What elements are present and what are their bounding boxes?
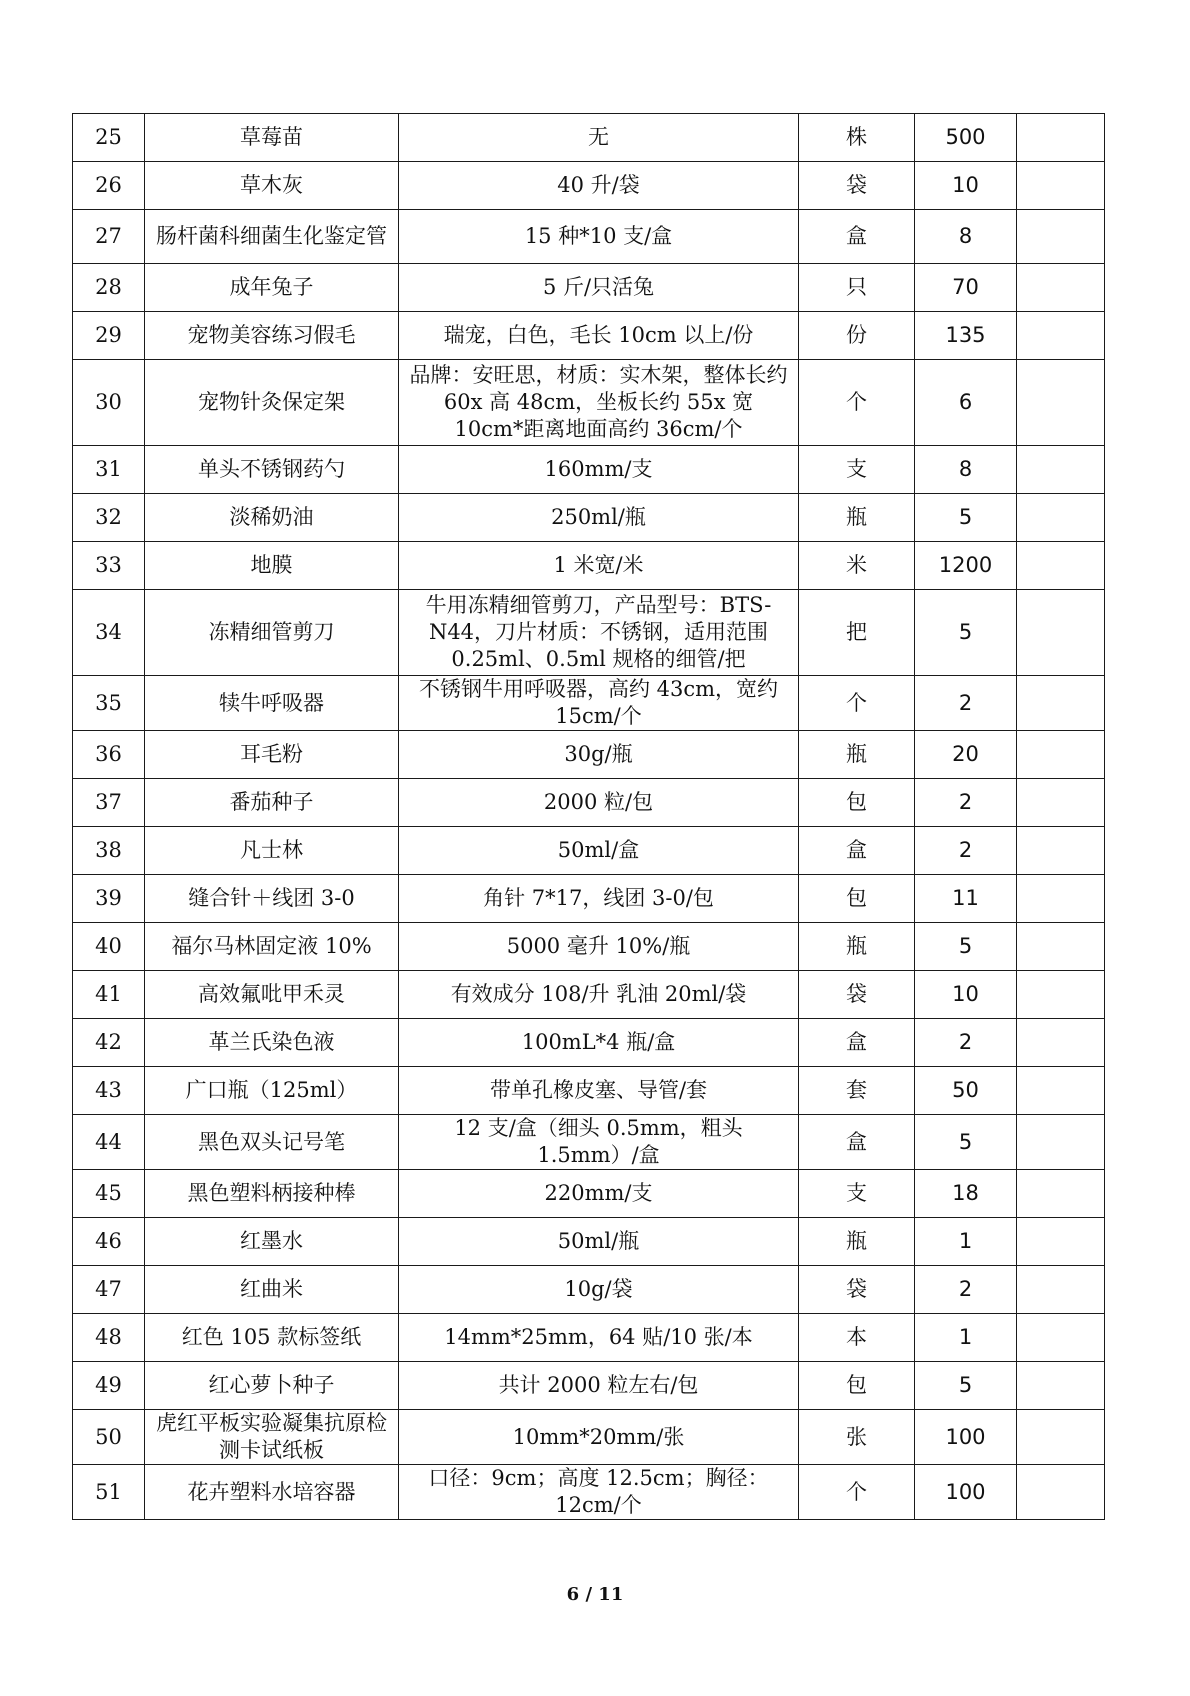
item-name: 福尔马林固定液 10% — [145, 923, 399, 971]
item-quantity: 1200 — [915, 542, 1017, 590]
item-name: 宠物针灸保定架 — [145, 360, 399, 446]
item-remark — [1017, 923, 1105, 971]
item-number: 27 — [73, 210, 145, 264]
item-number: 41 — [73, 971, 145, 1019]
item-remark — [1017, 1170, 1105, 1218]
item-name: 冻精细管剪刀 — [145, 590, 399, 676]
item-quantity: 5 — [915, 1362, 1017, 1410]
item-quantity: 5 — [915, 494, 1017, 542]
item-spec: 角针 7*17，线团 3-0/包 — [399, 875, 799, 923]
item-spec: 50ml/瓶 — [399, 1218, 799, 1266]
item-quantity: 100 — [915, 1410, 1017, 1465]
table-row — [73, 1314, 1105, 1362]
item-spec: 2000 粒/包 — [399, 779, 799, 827]
item-remark — [1017, 360, 1105, 446]
table-row — [73, 1019, 1105, 1067]
item-quantity: 135 — [915, 312, 1017, 360]
item-unit: 盒 — [799, 1019, 915, 1067]
item-quantity: 8 — [915, 210, 1017, 264]
item-spec: 不锈钢牛用呼吸器，高约 43cm，宽约 15cm/个 — [399, 676, 799, 731]
item-number: 25 — [73, 114, 145, 162]
item-remark — [1017, 494, 1105, 542]
item-remark — [1017, 114, 1105, 162]
table-row — [73, 923, 1105, 971]
table-row — [73, 1410, 1105, 1465]
item-number: 50 — [73, 1410, 145, 1465]
table-row — [73, 446, 1105, 494]
table-row — [73, 590, 1105, 676]
item-spec: 5000 毫升 10%/瓶 — [399, 923, 799, 971]
item-number: 46 — [73, 1218, 145, 1266]
table-row — [73, 542, 1105, 590]
item-unit: 只 — [799, 264, 915, 312]
item-spec: 牛用冻精细管剪刀，产品型号：BTS-N44，刀片材质：不锈钢，适用范围 0.25ml、0.5ml 规格的细管/把 — [399, 590, 799, 676]
item-remark — [1017, 779, 1105, 827]
item-remark — [1017, 731, 1105, 779]
item-spec: 1 米宽/米 — [399, 542, 799, 590]
item-name: 红墨水 — [145, 1218, 399, 1266]
item-quantity: 50 — [915, 1067, 1017, 1115]
item-number: 48 — [73, 1314, 145, 1362]
item-number: 28 — [73, 264, 145, 312]
item-spec: 14mm*25mm，64 贴/10 张/本 — [399, 1314, 799, 1362]
item-quantity: 10 — [915, 971, 1017, 1019]
table-row — [73, 676, 1105, 731]
item-unit: 支 — [799, 1170, 915, 1218]
item-number: 30 — [73, 360, 145, 446]
item-quantity: 18 — [915, 1170, 1017, 1218]
item-name: 草木灰 — [145, 162, 399, 210]
item-quantity: 2 — [915, 827, 1017, 875]
item-name: 草莓苗 — [145, 114, 399, 162]
item-unit: 瓶 — [799, 731, 915, 779]
item-number: 31 — [73, 446, 145, 494]
item-name: 成年兔子 — [145, 264, 399, 312]
item-number: 42 — [73, 1019, 145, 1067]
item-name: 耳毛粉 — [145, 731, 399, 779]
item-name: 缝合针＋线团 3-0 — [145, 875, 399, 923]
table-row — [73, 875, 1105, 923]
item-number: 36 — [73, 731, 145, 779]
item-remark — [1017, 827, 1105, 875]
item-spec: 50ml/盒 — [399, 827, 799, 875]
item-remark — [1017, 542, 1105, 590]
item-remark — [1017, 1266, 1105, 1314]
item-name: 黑色双头记号笔 — [145, 1115, 399, 1170]
item-unit: 株 — [799, 114, 915, 162]
item-name: 凡士林 — [145, 827, 399, 875]
item-name: 犊牛呼吸器 — [145, 676, 399, 731]
item-unit: 个 — [799, 360, 915, 446]
item-spec: 5 斤/只活兔 — [399, 264, 799, 312]
items-table — [72, 113, 1105, 1520]
item-quantity: 5 — [915, 923, 1017, 971]
item-quantity: 5 — [915, 1115, 1017, 1170]
item-unit: 个 — [799, 676, 915, 731]
item-remark — [1017, 1115, 1105, 1170]
item-remark — [1017, 1067, 1105, 1115]
item-remark — [1017, 875, 1105, 923]
item-remark — [1017, 971, 1105, 1019]
item-unit: 瓶 — [799, 494, 915, 542]
item-unit: 本 — [799, 1314, 915, 1362]
item-unit: 瓶 — [799, 1218, 915, 1266]
item-name: 广口瓶（125ml） — [145, 1067, 399, 1115]
item-name: 肠杆菌科细菌生化鉴定管 — [145, 210, 399, 264]
item-name: 虎红平板实验凝集抗原检测卡试纸板 — [145, 1410, 399, 1465]
table-row — [73, 1115, 1105, 1170]
item-number: 37 — [73, 779, 145, 827]
item-number: 29 — [73, 312, 145, 360]
item-spec: 15 种*10 支/盒 — [399, 210, 799, 264]
item-name: 高效氟吡甲禾灵 — [145, 971, 399, 1019]
item-unit: 米 — [799, 542, 915, 590]
item-quantity: 1 — [915, 1218, 1017, 1266]
item-remark — [1017, 1362, 1105, 1410]
item-number: 32 — [73, 494, 145, 542]
item-unit: 袋 — [799, 1266, 915, 1314]
table-row — [73, 1067, 1105, 1115]
item-name: 革兰氏染色液 — [145, 1019, 399, 1067]
item-spec: 160mm/支 — [399, 446, 799, 494]
item-quantity: 11 — [915, 875, 1017, 923]
item-quantity: 5 — [915, 590, 1017, 676]
item-quantity: 2 — [915, 1266, 1017, 1314]
item-spec: 100mL*4 瓶/盒 — [399, 1019, 799, 1067]
table-row — [73, 312, 1105, 360]
item-spec: 220mm/支 — [399, 1170, 799, 1218]
item-name: 番茄种子 — [145, 779, 399, 827]
item-spec: 250ml/瓶 — [399, 494, 799, 542]
item-remark — [1017, 1314, 1105, 1362]
item-quantity: 2 — [915, 779, 1017, 827]
item-name: 单头不锈钢药勺 — [145, 446, 399, 494]
item-unit: 支 — [799, 446, 915, 494]
item-unit: 套 — [799, 1067, 915, 1115]
item-quantity: 8 — [915, 446, 1017, 494]
item-number: 39 — [73, 875, 145, 923]
item-quantity: 2 — [915, 676, 1017, 731]
item-quantity: 10 — [915, 162, 1017, 210]
item-remark — [1017, 312, 1105, 360]
item-unit: 把 — [799, 590, 915, 676]
item-spec: 品牌：安旺思，材质：实木架，整体长约 60x 高 48cm，坐板长约 55x 宽 10cm*距离地面高约 36cm/个 — [399, 360, 799, 446]
item-number: 43 — [73, 1067, 145, 1115]
table-row — [73, 1465, 1105, 1520]
item-unit: 包 — [799, 1362, 915, 1410]
page-number: 6 / 11 — [566, 1584, 624, 1605]
item-quantity: 70 — [915, 264, 1017, 312]
table-row — [73, 731, 1105, 779]
item-name: 花卉塑料水培容器 — [145, 1465, 399, 1520]
item-unit: 盒 — [799, 210, 915, 264]
table-row — [73, 114, 1105, 162]
item-remark — [1017, 446, 1105, 494]
item-name: 红色 105 款标签纸 — [145, 1314, 399, 1362]
item-number: 38 — [73, 827, 145, 875]
item-remark — [1017, 1465, 1105, 1520]
item-number: 35 — [73, 676, 145, 731]
item-spec: 10g/袋 — [399, 1266, 799, 1314]
item-number: 51 — [73, 1465, 145, 1520]
item-name: 红心萝卜种子 — [145, 1362, 399, 1410]
item-spec: 有效成分 108/升 乳油 20ml/袋 — [399, 971, 799, 1019]
table-row — [73, 971, 1105, 1019]
item-unit: 包 — [799, 875, 915, 923]
item-quantity: 20 — [915, 731, 1017, 779]
item-unit: 份 — [799, 312, 915, 360]
item-remark — [1017, 162, 1105, 210]
table-row — [73, 162, 1105, 210]
item-name: 地膜 — [145, 542, 399, 590]
table-row — [73, 1266, 1105, 1314]
table-row — [73, 1170, 1105, 1218]
table-row — [73, 360, 1105, 446]
item-number: 40 — [73, 923, 145, 971]
item-number: 34 — [73, 590, 145, 676]
item-unit: 张 — [799, 1410, 915, 1465]
item-spec: 12 支/盒（细头 0.5mm，粗头 1.5mm）/盒 — [399, 1115, 799, 1170]
item-number: 49 — [73, 1362, 145, 1410]
item-remark — [1017, 1410, 1105, 1465]
item-unit: 袋 — [799, 162, 915, 210]
item-number: 44 — [73, 1115, 145, 1170]
item-remark — [1017, 264, 1105, 312]
table-row — [73, 264, 1105, 312]
table-row — [73, 827, 1105, 875]
item-number: 26 — [73, 162, 145, 210]
item-unit: 盒 — [799, 1115, 915, 1170]
item-spec: 40 升/袋 — [399, 162, 799, 210]
item-unit: 袋 — [799, 971, 915, 1019]
item-remark — [1017, 1019, 1105, 1067]
item-remark — [1017, 1218, 1105, 1266]
item-remark — [1017, 590, 1105, 676]
table-row — [73, 210, 1105, 264]
item-unit: 瓶 — [799, 923, 915, 971]
item-name: 黑色塑料柄接种棒 — [145, 1170, 399, 1218]
item-name: 红曲米 — [145, 1266, 399, 1314]
item-number: 33 — [73, 542, 145, 590]
item-remark — [1017, 676, 1105, 731]
item-quantity: 1 — [915, 1314, 1017, 1362]
table-row — [73, 494, 1105, 542]
table-row — [73, 779, 1105, 827]
item-spec: 10mm*20mm/张 — [399, 1410, 799, 1465]
item-spec: 30g/瓶 — [399, 731, 799, 779]
items-table-body — [73, 114, 1105, 1520]
item-remark — [1017, 210, 1105, 264]
item-spec: 瑞宠，白色，毛长 10cm 以上/份 — [399, 312, 799, 360]
item-unit: 包 — [799, 779, 915, 827]
item-spec: 无 — [399, 114, 799, 162]
table-row — [73, 1362, 1105, 1410]
item-unit: 盒 — [799, 827, 915, 875]
item-name: 淡稀奶油 — [145, 494, 399, 542]
item-quantity: 500 — [915, 114, 1017, 162]
item-spec: 带单孔橡皮塞、导管/套 — [399, 1067, 799, 1115]
item-unit: 个 — [799, 1465, 915, 1520]
item-spec: 口径：9cm；高度 12.5cm；胸径：12cm/个 — [399, 1465, 799, 1520]
item-number: 45 — [73, 1170, 145, 1218]
item-quantity: 2 — [915, 1019, 1017, 1067]
item-quantity: 6 — [915, 360, 1017, 446]
table-row — [73, 1218, 1105, 1266]
item-quantity: 100 — [915, 1465, 1017, 1520]
item-number: 47 — [73, 1266, 145, 1314]
item-spec: 共计 2000 粒左右/包 — [399, 1362, 799, 1410]
item-name: 宠物美容练习假毛 — [145, 312, 399, 360]
